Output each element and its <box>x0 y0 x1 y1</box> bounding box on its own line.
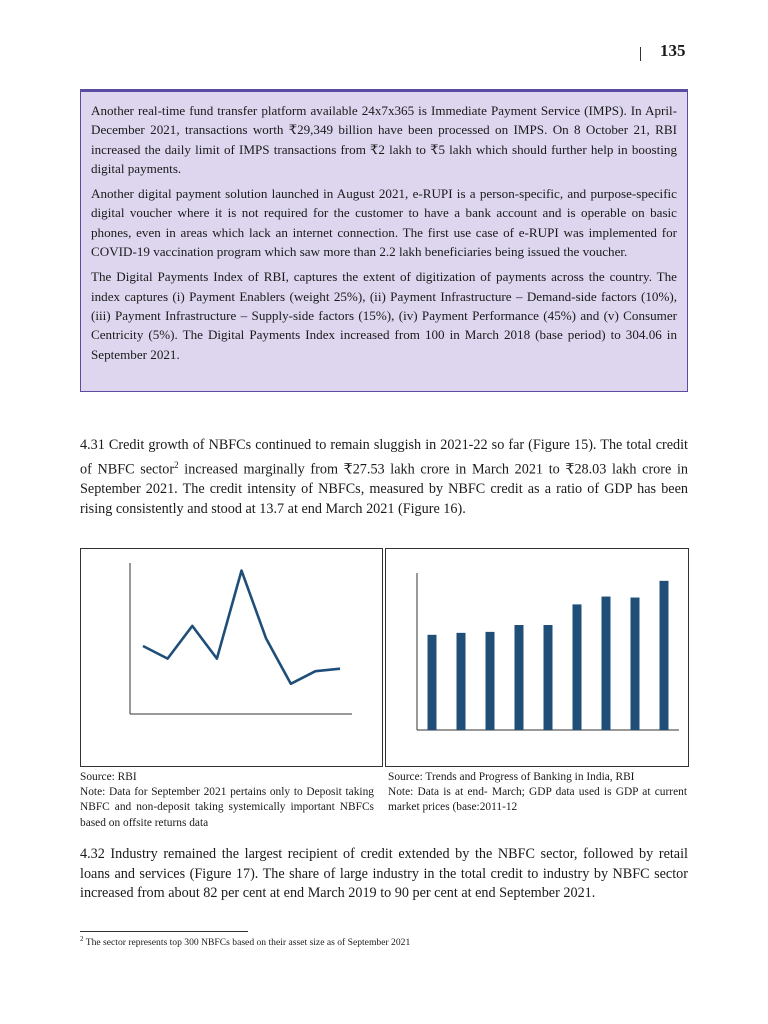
figure-15-source-line: Source: RBI <box>80 771 137 783</box>
footnote <box>80 935 410 948</box>
footnote-ref: 2 <box>174 459 179 470</box>
figure-16-source <box>388 770 687 816</box>
paragraph-4-31 <box>80 436 688 519</box>
box-paragraph-imps: Another real-time fund transfer platform available 24x7x365 is Immediate Payment Service (IMPS). In April-December 2021, transactions worth ₹29,349 billion have been processed on IMPS. On 8 October 21, RBI increased the daily limit of IMPS transactions from ₹2 lakh to ₹5 lakh which should further help in boosting digital payments. <box>91 103 677 176</box>
paragraph-4-31-text-b: increased marginally from ₹27.53 lakh crore in March 2021 to ₹28.03 lakh crore in September 2021. The credit intensity of NBFCs, measured by NBFC credit as a ratio of GDP has been rising consistently and stood at 13.7 at end March 2021 (Figure 16). <box>80 461 688 517</box>
bar <box>631 598 640 730</box>
info-box <box>80 89 688 392</box>
series-line <box>143 571 340 684</box>
line-chart-svg <box>81 549 382 766</box>
figure-15-chart <box>80 548 383 767</box>
figure-16-note: Note: Data is at end- March; GDP data used is GDP at current market prices (base:2011-12 <box>388 786 687 814</box>
page-number: 135 <box>660 41 686 60</box>
bar <box>573 604 582 730</box>
paragraph-4-31-text-a: 4.31 Credit growth of NBFCs continued to remain sluggish in 2021-22 so far (Figure 15). The total credit of NBFC sector <box>80 437 688 478</box>
page-number-divider <box>640 47 641 61</box>
figure-15-source <box>80 770 374 831</box>
footnote-text: The sector represents top 300 NBFCs based on their asset size as of September 2021 <box>83 937 411 949</box>
bar <box>428 635 437 730</box>
bar <box>544 625 553 730</box>
footnote-divider <box>80 931 248 932</box>
figure-16-chart <box>385 548 689 767</box>
paragraph-4-32: 4.32 Industry remained the largest recipient of credit extended by the NBFC sector, followed by retail loans and services (Figure 17). The share of large industry in the total credit to industry by NBFC sector increased from about 82 per cent at end March 2019 to 90 per cent at end September 2021. <box>80 846 688 902</box>
bar <box>457 633 466 730</box>
box-paragraph-erupi: Another digital payment solution launched in August 2021, e-RUPI is a person-specific, and purpose-specific digital voucher where it is not required for the customer to have a bank account and is operable on basic phones, even in areas which lack an internet connection. The first use case of e-RUPI was implemented for COVID-19 vaccination program which saw more than 2.2 lakh beneficiaries being issued the voucher. <box>91 186 677 260</box>
figure-16-source-line: Source: Trends and Progress of Banking in India, RBI <box>388 771 635 783</box>
bar <box>515 625 524 730</box>
footnote-number: 2 <box>80 935 84 943</box>
bar-chart-svg <box>386 549 688 766</box>
bar <box>602 597 611 730</box>
bar <box>660 581 669 730</box>
box-paragraph-dpi: The Digital Payments Index of RBI, captures the extent of digitization of payments across the country. The index captures (i) Payment Enablers (weight 25%), (ii) Payment Infrastructure – Demand-side factors (10%), (iii) Payment Infrastructure – Supply-side factors (15%), (iv) Payment Performance (45%) and (v) Consumer Centricity (5%). The Digital Payments Index increased from 100 in March 2018 (base period) to 304.06 in September 2021. <box>91 269 677 362</box>
bar <box>486 632 495 730</box>
figure-15-note: Note: Data for September 2021 pertains only to Deposit taking NBFC and non-deposit taking systemically important NBFCs based on offsite returns data <box>80 786 374 829</box>
